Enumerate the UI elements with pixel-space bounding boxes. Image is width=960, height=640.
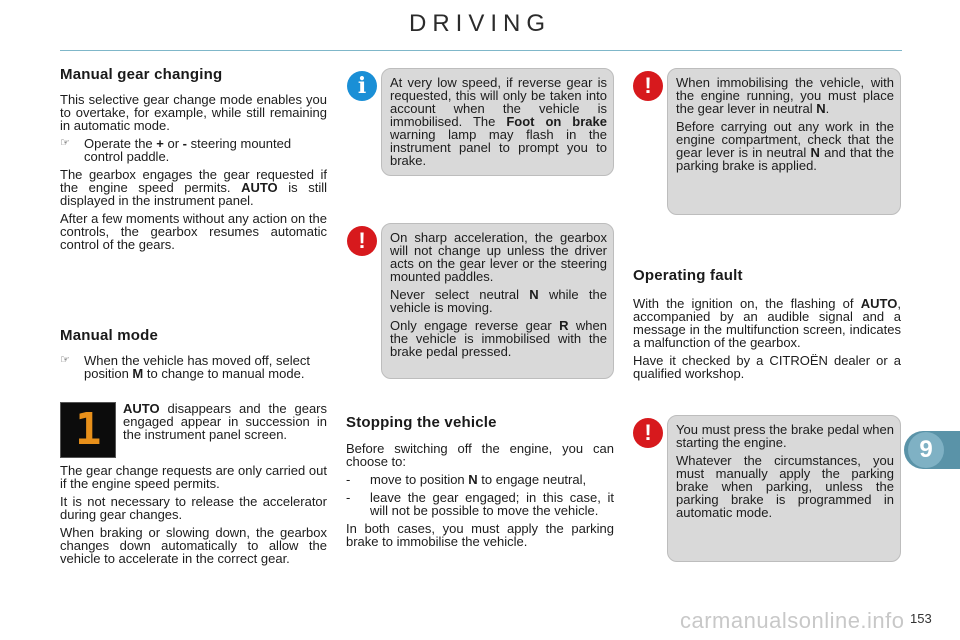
manual-gear-intro: This selective gear change mode enables you to overtake, for example, while still remaining in automatic mode. [60,92,327,133]
page-title: DRIVING [408,10,551,37]
chapter-number: 9 [908,432,944,468]
dash-item-gear-engaged: - leave the gear engaged; in this case, it will not be possible to move the vehicle. [346,490,614,518]
header-divider [60,50,902,51]
exclamation-icon: ! [633,418,663,448]
stopping-vehicle-section [346,414,614,553]
manual-mode-notes [60,464,327,570]
stopping-intro: Before switching off the engine, you can choose to: [346,441,614,469]
gear-display-image [60,402,116,458]
acceleration-warning-box: On sharp acceleration, the gearbox will not change up unless the driver acts on the gear lever or the steering mounted paddles. Never select neutral N while the vehicle is moving. Only engage reverse gear R when the vehicle is immobilised with the brake pedal pressed. [381,223,614,379]
exclamation-icon: ! [633,71,663,101]
watermark: carmanualsonline.info [680,608,905,633]
dash-item-neutral: - move to position N to engage neutral, [346,472,587,487]
resume-auto-text: After a few moments without any action on the controls, the gearbox resumes automatic control of the gears. [60,211,327,252]
gear-display-digit: 1 [75,404,102,455]
operating-fault-section [633,267,901,385]
stopping-outro: In both cases, you must apply the parking brake to immobilise the vehicle. [346,521,614,549]
page-number: 153 [910,611,932,626]
pointing-hand-icon: ☞ [60,137,70,149]
stopping-vehicle-heading: Stopping the vehicle [346,414,497,431]
manual-gear-changing-heading: Manual gear changing [60,66,223,83]
pointing-hand-icon: ☞ [60,354,70,366]
immobilising-warning-box: When immobilising the vehicle, with the engine running, you must place the gear lever in neutral N. Before carrying out any work in the engine compartment, check that the gear lever is in neutral N and that the parking brake is applied. [667,68,901,215]
exclamation-icon: ! [347,226,377,256]
accelerator-text: It is not necessary to release the accelerator during gear changes. [60,494,327,522]
manual-gear-changing-section [60,66,327,256]
operate-paddle-bullet: ☞ Operate the + or - steering mounted control paddle. [60,136,292,164]
braking-text: When braking or slowing down, the gearbox changes down automatically to allow the vehicle to accelerate in the correct gear. [60,525,327,566]
info-icon: i [347,71,377,101]
select-m-bullet: ☞ When the vehicle has moved off, select position M to change to manual mode. [60,353,310,381]
gearbox-engages-text: The gearbox engages the gear requested if the engine speed permits. AUTO is still displayed in the instrument panel. [60,167,327,208]
reverse-gear-info-box: At very low speed, if reverse gear is requested, this will only be taken into account when the vehicle is immobilised. The Foot on brake warning lamp may flash in the instrument panel to prompt you to brake. [381,68,614,176]
operating-fault-heading: Operating fault [633,267,743,284]
fault-description: With the ignition on, the flashing of AUTO, accompanied by an audible signal and a message in the multifunction screen, indicates a malfunction of the gearbox. [633,296,901,350]
dealer-check-text: Have it checked by a CITROËN dealer or a qualified workshop. [633,353,901,381]
brake-pedal-warning-box: You must press the brake pedal when starting the engine. Whatever the circumstances, you must manually apply the parking brake when parking, unless the parking brake is programmed in automatic mode. [667,415,901,562]
manual-mode-heading: Manual mode [60,327,159,344]
manual-mode-section [60,327,327,385]
gear-change-requests-text: The gear change requests are only carried out if the engine speed permits. [60,463,327,491]
auto-disappears-text: AUTO disappears and the gears engaged appear in succession in the instrument panel screen. [123,401,327,442]
